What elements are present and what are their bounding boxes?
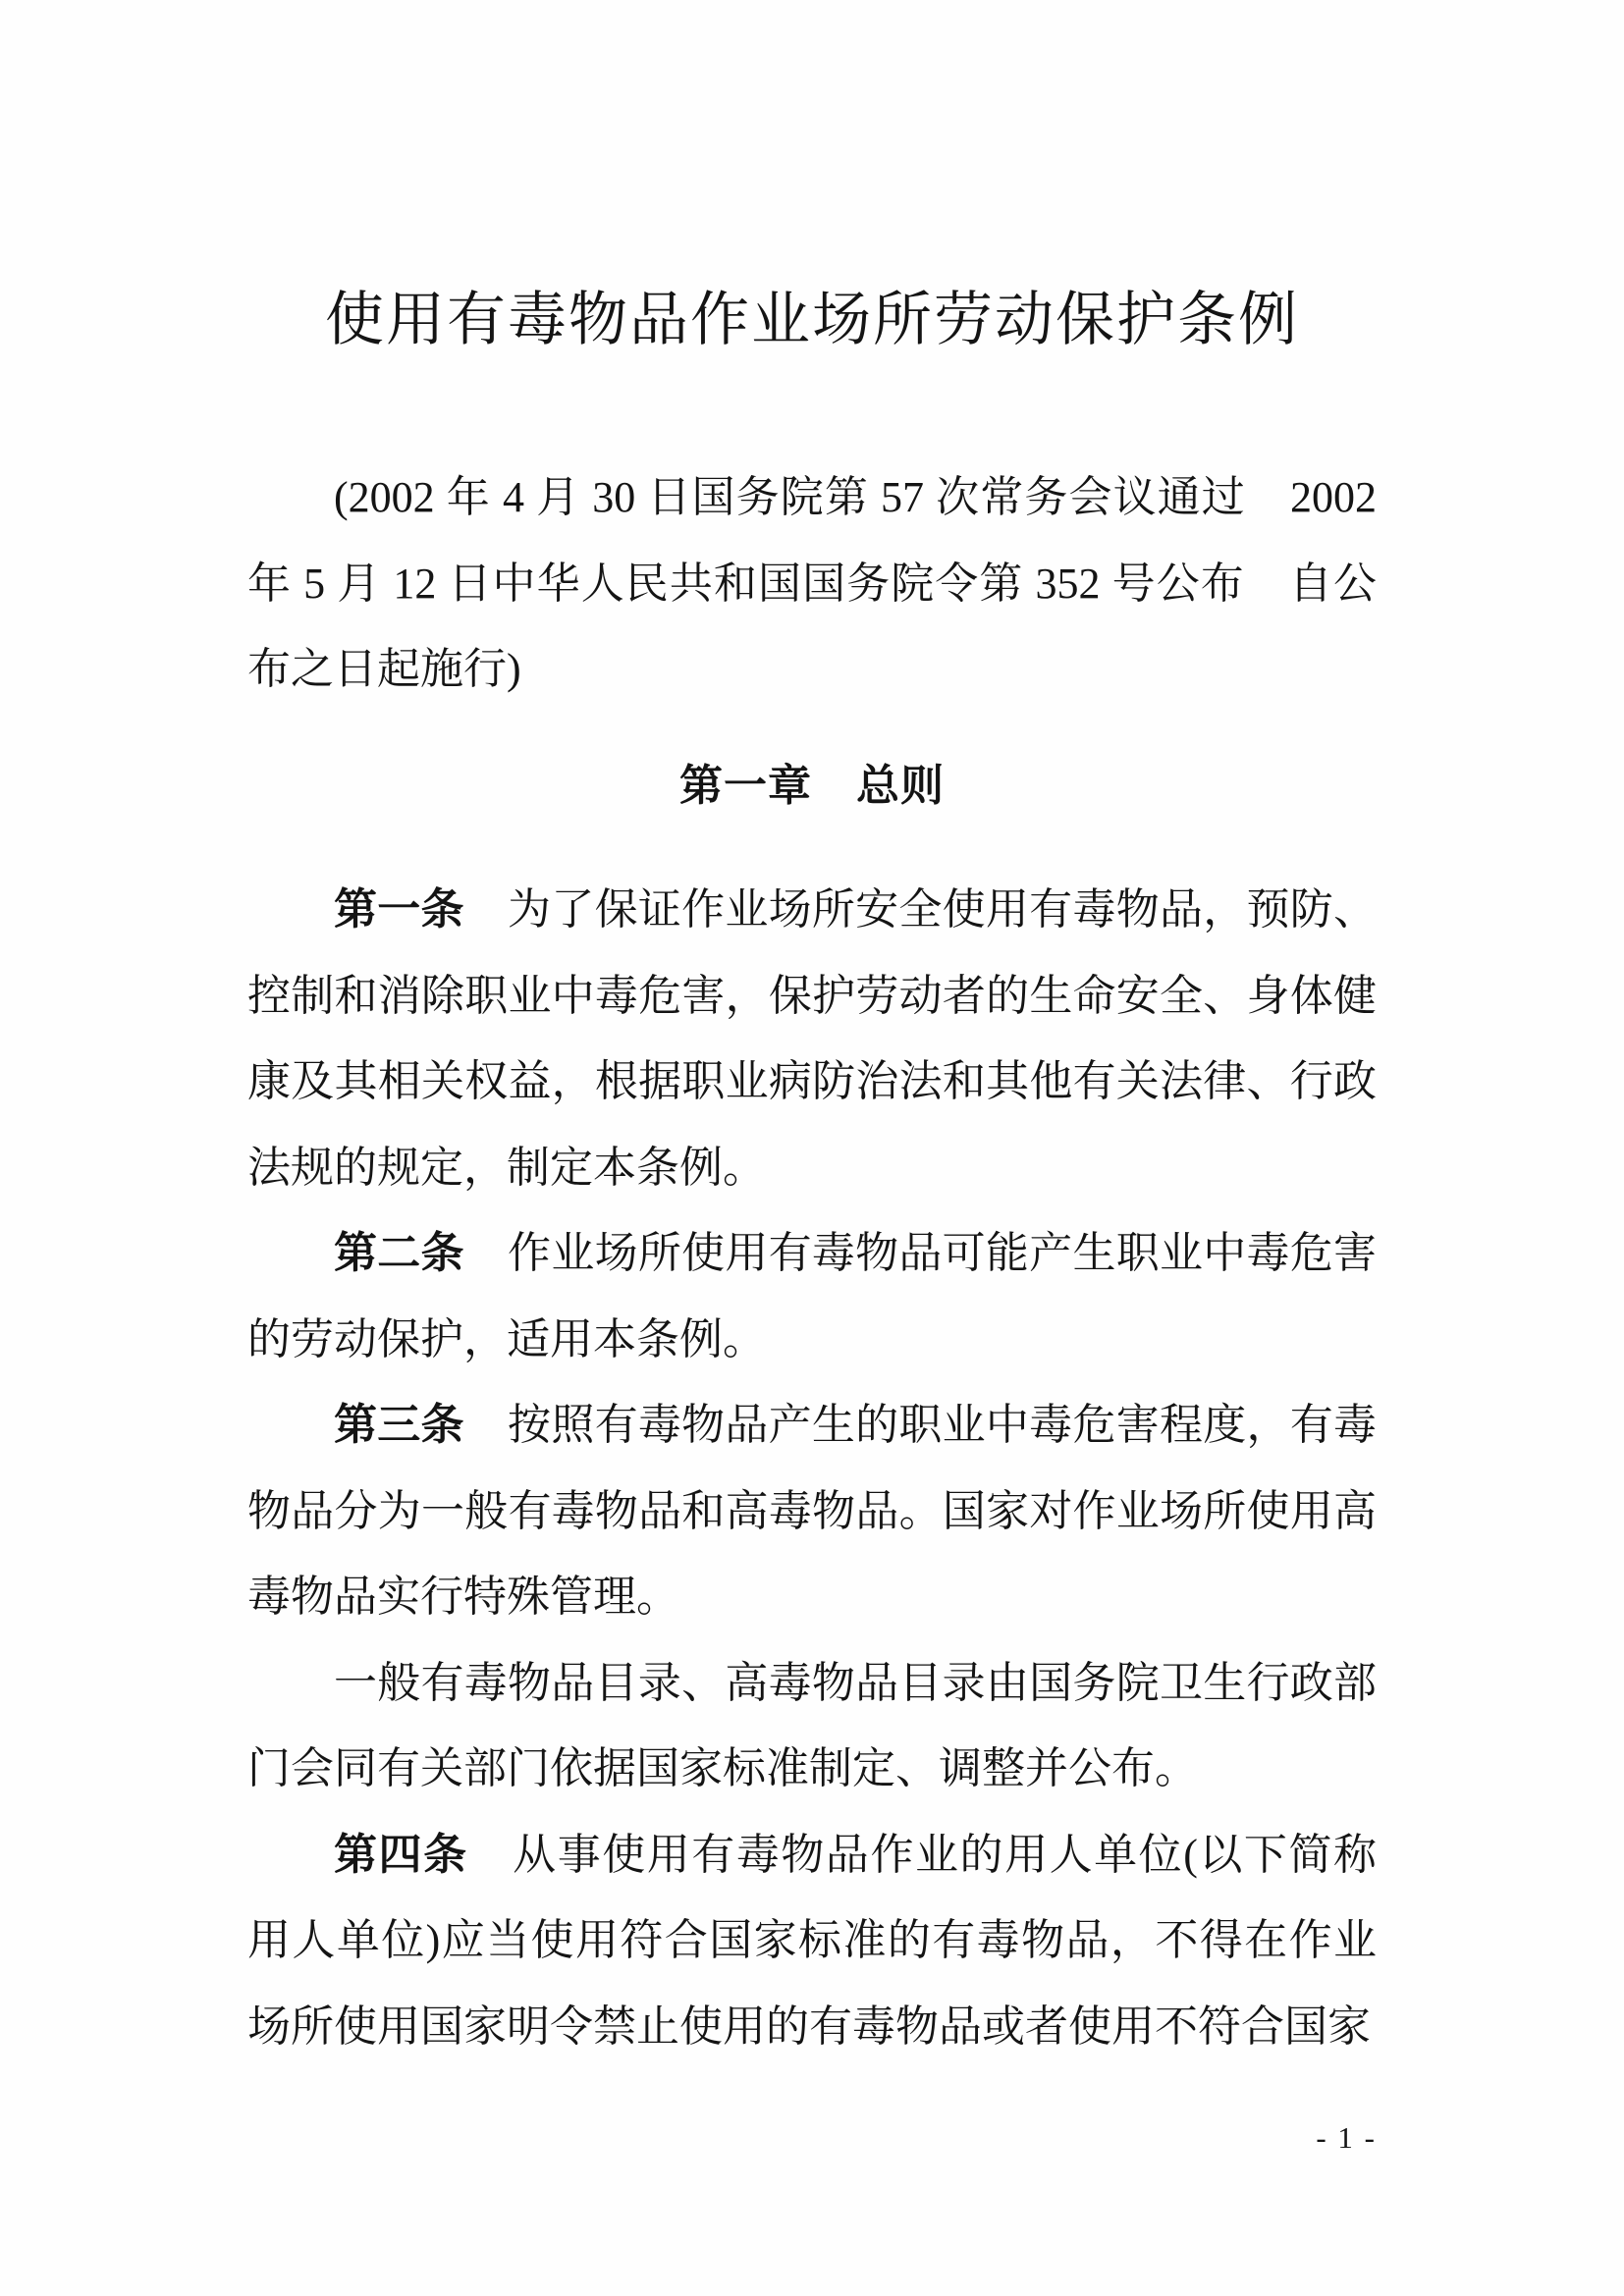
article-paragraph: 第一条 为了保证作业场所安全使用有毒物品，预防、控制和消除职业中毒危害，保护劳动者的生命安全、身体健康及其相关权益，根据职业病防治法和其他有关法律、行政法规的规定，制定本条例。 bbox=[247, 885, 1378, 1192]
page-number: - 1 - bbox=[1316, 2120, 1377, 2155]
chapter-heading: 第一章 总则 bbox=[679, 762, 945, 810]
article-number: 第一条 bbox=[334, 885, 464, 934]
article-paragraph: 第二条 作业场所使用有毒物品可能产生职业中毒危害的劳动保护，适用本条例。 bbox=[247, 1229, 1378, 1363]
article-number: 第三条 bbox=[334, 1401, 464, 1449]
article-number: 第四条 bbox=[334, 1830, 468, 1879]
article-paragraph: 一般有毒物品目录、高毒物品目录由国务院卫生行政部门会同有关部门依据国家标准制定、调整并公布。 bbox=[247, 1658, 1377, 1792]
article-paragraph: 第三条 按照有毒物品产生的职业中毒危害程度，有毒物品分为一般有毒物品和高毒物品。国家对作业场所使用高毒物品实行特殊管理。 bbox=[247, 1401, 1378, 1621]
article-number: 第二条 bbox=[334, 1229, 464, 1277]
article-body bbox=[247, 867, 1377, 2069]
article-paragraph: 第四条 从事使用有毒物品作业的用人单位(以下简称用人单位)应当使用符合国家标准的有毒物品，不得在作业场所使用国家明令禁止使用的有毒物品或者使用不符合国家 bbox=[247, 1830, 1378, 2051]
document-title: 使用有毒物品作业场所劳动保护条例 bbox=[325, 288, 1299, 352]
promulgation-note: (2002 年 4 月 30 日国务院第 57 次常务会议通过 2002 年 5 月 12 日中华人民共和国国务院令第 352 号公布 自公布之日起施行) bbox=[247, 473, 1377, 693]
